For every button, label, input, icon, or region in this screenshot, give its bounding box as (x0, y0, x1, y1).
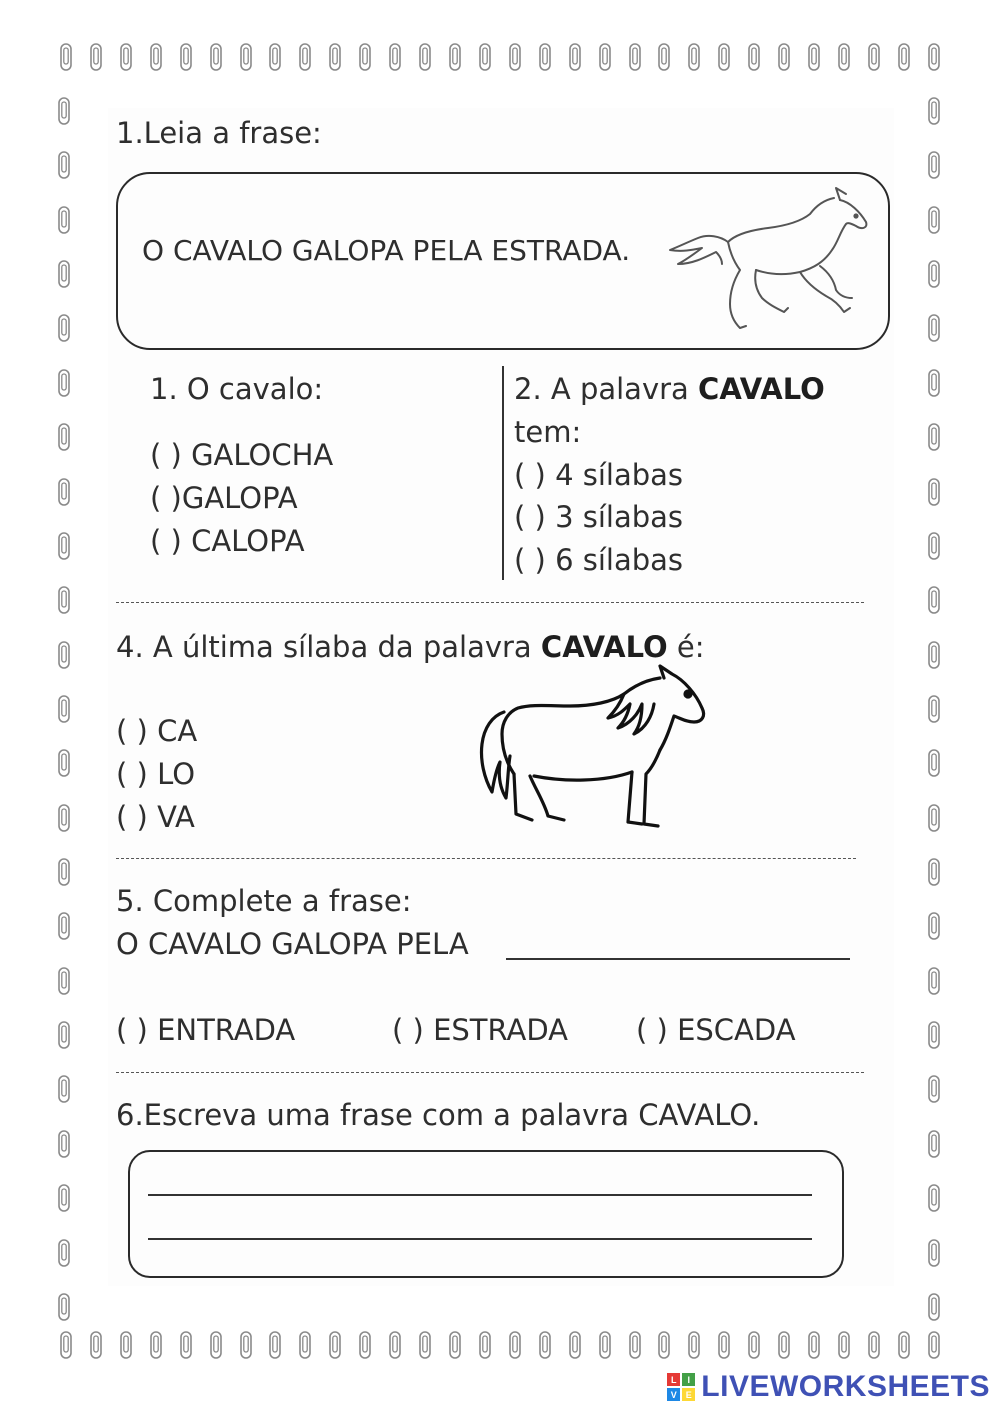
paperclip-icon (56, 857, 72, 887)
paperclip-icon (926, 1020, 942, 1050)
paperclip-icon (56, 585, 72, 615)
paperclip-icon (926, 1183, 942, 1213)
paperclip-icon (627, 42, 643, 72)
q4-option-1[interactable]: ( ) CA (116, 714, 198, 748)
q4-option-3[interactable]: ( ) VA (116, 800, 195, 834)
paperclip-icon (56, 1238, 72, 1268)
paperclip-icon (417, 1330, 433, 1360)
q6-answer-box (128, 1150, 844, 1278)
paperclip-icon (926, 313, 942, 343)
paperclip-icon (597, 1330, 613, 1360)
logo-letter-v: V (667, 1388, 680, 1401)
paperclip-icon (926, 911, 942, 941)
paperclip-icon (238, 1330, 254, 1360)
q5-answer-line[interactable] (506, 958, 850, 960)
paperclip-icon (297, 42, 313, 72)
q-left-option-3[interactable]: ( ) CALOPA (150, 524, 305, 558)
paperclip-icon (567, 42, 583, 72)
paperclip-icon (926, 803, 942, 833)
paperclip-icon (56, 1129, 72, 1159)
paperclip-icon (88, 42, 104, 72)
bottom-paperclip-border (58, 1330, 942, 1360)
q-left-option-2[interactable]: ( )GALOPA (150, 481, 298, 515)
paperclip-icon (597, 42, 613, 72)
paperclip-icon (716, 42, 732, 72)
paperclip-icon (926, 1292, 942, 1322)
paperclip-icon (56, 748, 72, 778)
paperclip-icon (926, 640, 942, 670)
watermark-text: LIVEWORKSHEETS (701, 1370, 990, 1403)
paperclip-icon (926, 1330, 942, 1360)
left-paperclip-border (56, 96, 72, 1322)
standing-horse-icon (474, 664, 714, 840)
paperclip-icon (507, 42, 523, 72)
paperclip-icon (56, 966, 72, 996)
paperclip-icon (716, 1330, 732, 1360)
logo-letter-l: L (667, 1373, 680, 1386)
paperclip-icon (537, 1330, 553, 1360)
top-paperclip-border (58, 42, 942, 72)
liveworksheets-logo (667, 1373, 695, 1401)
paperclip-icon (58, 42, 74, 72)
paperclip-icon (866, 1330, 882, 1360)
paperclip-icon (56, 422, 72, 452)
paperclip-icon (417, 42, 433, 72)
paperclip-icon (656, 42, 672, 72)
paperclip-icon (776, 1330, 792, 1360)
paperclip-icon (507, 1330, 523, 1360)
q2-option-3[interactable]: ( ) 6 sílabas (514, 543, 684, 577)
paperclip-icon (926, 259, 942, 289)
paperclip-icon (56, 1074, 72, 1104)
logo-letter-i: I (682, 1373, 695, 1386)
paperclip-icon (58, 1330, 74, 1360)
paperclip-icon (88, 1330, 104, 1360)
paperclip-icon (776, 42, 792, 72)
q5-sentence: O CAVALO GALOPA PELA (116, 927, 469, 961)
paperclip-icon (926, 694, 942, 724)
paperclip-icon (56, 640, 72, 670)
paperclip-icon (926, 42, 942, 72)
paperclip-icon (387, 1330, 403, 1360)
q1-sentence: O CAVALO GALOPA PELA ESTRADA. (142, 234, 631, 267)
paperclip-icon (926, 585, 942, 615)
q5-option-2[interactable]: ( ) ESTRADA (392, 1013, 568, 1047)
paperclip-icon (477, 1330, 493, 1360)
paperclip-icon (118, 42, 134, 72)
paperclip-icon (926, 477, 942, 507)
paperclip-icon (627, 1330, 643, 1360)
q2-title-line2: tem: (514, 415, 582, 449)
paperclip-icon (926, 1129, 942, 1159)
paperclip-icon (56, 911, 72, 941)
divider-1 (116, 602, 864, 603)
paperclip-icon (656, 1330, 672, 1360)
paperclip-icon (866, 42, 882, 72)
q5-option-1[interactable]: ( ) ENTRADA (116, 1013, 296, 1047)
paperclip-icon (926, 748, 942, 778)
paperclip-icon (148, 42, 164, 72)
paperclip-icon (357, 42, 373, 72)
paperclip-icon (567, 1330, 583, 1360)
paperclip-icon (537, 42, 553, 72)
paperclip-icon (56, 477, 72, 507)
paperclip-icon (836, 1330, 852, 1360)
paperclip-icon (686, 1330, 702, 1360)
paperclip-icon (926, 96, 942, 126)
q1-instruction: 1.Leia a frase: (116, 116, 322, 150)
paperclip-icon (56, 96, 72, 126)
divider-3 (116, 1072, 864, 1073)
q5-option-3[interactable]: ( ) ESCADA (636, 1013, 796, 1047)
q6-answer-line-1[interactable] (148, 1194, 812, 1196)
paperclip-icon (447, 1330, 463, 1360)
paperclip-icon (56, 803, 72, 833)
paperclip-icon (267, 42, 283, 72)
q6-title: 6.Escreva uma frase com a palavra CAVALO. (116, 1098, 761, 1132)
paperclip-icon (836, 42, 852, 72)
paperclip-icon (746, 42, 762, 72)
q2-title: 2. A palavra CAVALO (514, 372, 825, 406)
q5-title: 5. Complete a frase: (116, 884, 412, 918)
q6-answer-line-2[interactable] (148, 1238, 812, 1240)
paperclip-icon (178, 1330, 194, 1360)
paperclip-icon (56, 259, 72, 289)
paperclip-icon (327, 42, 343, 72)
paperclip-icon (926, 1074, 942, 1104)
paperclip-icon (926, 150, 942, 180)
paperclip-icon (56, 205, 72, 235)
q-left-option-1[interactable]: ( ) GALOCHA (150, 438, 334, 472)
paperclip-icon (926, 368, 942, 398)
right-paperclip-border (926, 96, 942, 1322)
paperclip-icon (746, 1330, 762, 1360)
paperclip-icon (178, 42, 194, 72)
paperclip-icon (357, 1330, 373, 1360)
paperclip-icon (297, 1330, 313, 1360)
paperclip-icon (148, 1330, 164, 1360)
paperclip-icon (56, 694, 72, 724)
q-left-title: 1. O cavalo: (150, 372, 324, 406)
paperclip-icon (267, 1330, 283, 1360)
paperclip-icon (926, 966, 942, 996)
paperclip-icon (926, 857, 942, 887)
paperclip-icon (238, 42, 254, 72)
paperclip-icon (56, 1292, 72, 1322)
paperclip-icon (896, 1330, 912, 1360)
liveworksheets-watermark (667, 1370, 990, 1404)
paperclip-icon (118, 1330, 134, 1360)
paperclip-icon (926, 1238, 942, 1268)
paperclip-icon (327, 1330, 343, 1360)
divider-2 (116, 858, 856, 859)
paperclip-icon (686, 42, 702, 72)
paperclip-icon (208, 1330, 224, 1360)
paperclip-icon (56, 531, 72, 561)
paperclip-icon (56, 313, 72, 343)
paperclip-icon (56, 150, 72, 180)
paperclip-icon (56, 1183, 72, 1213)
paperclip-icon (208, 42, 224, 72)
paperclip-icon (477, 42, 493, 72)
paperclip-icon (926, 422, 942, 452)
q2-option-2[interactable]: ( ) 3 sílabas (514, 500, 684, 534)
paperclip-icon (56, 368, 72, 398)
q4-title: 4. A última sílaba da palavra CAVALO é: (116, 630, 705, 664)
paperclip-icon (387, 42, 403, 72)
logo-letter-e: E (682, 1388, 695, 1401)
paperclip-icon (447, 42, 463, 72)
paperclip-icon (806, 1330, 822, 1360)
q2-option-1[interactable]: ( ) 4 sílabas (514, 458, 684, 492)
galloping-horse-icon (664, 180, 874, 340)
paperclip-icon (806, 42, 822, 72)
paperclip-icon (896, 42, 912, 72)
paperclip-icon (926, 531, 942, 561)
paperclip-icon (926, 205, 942, 235)
q4-option-2[interactable]: ( ) LO (116, 757, 196, 791)
column-divider (502, 366, 504, 580)
paperclip-icon (56, 1020, 72, 1050)
